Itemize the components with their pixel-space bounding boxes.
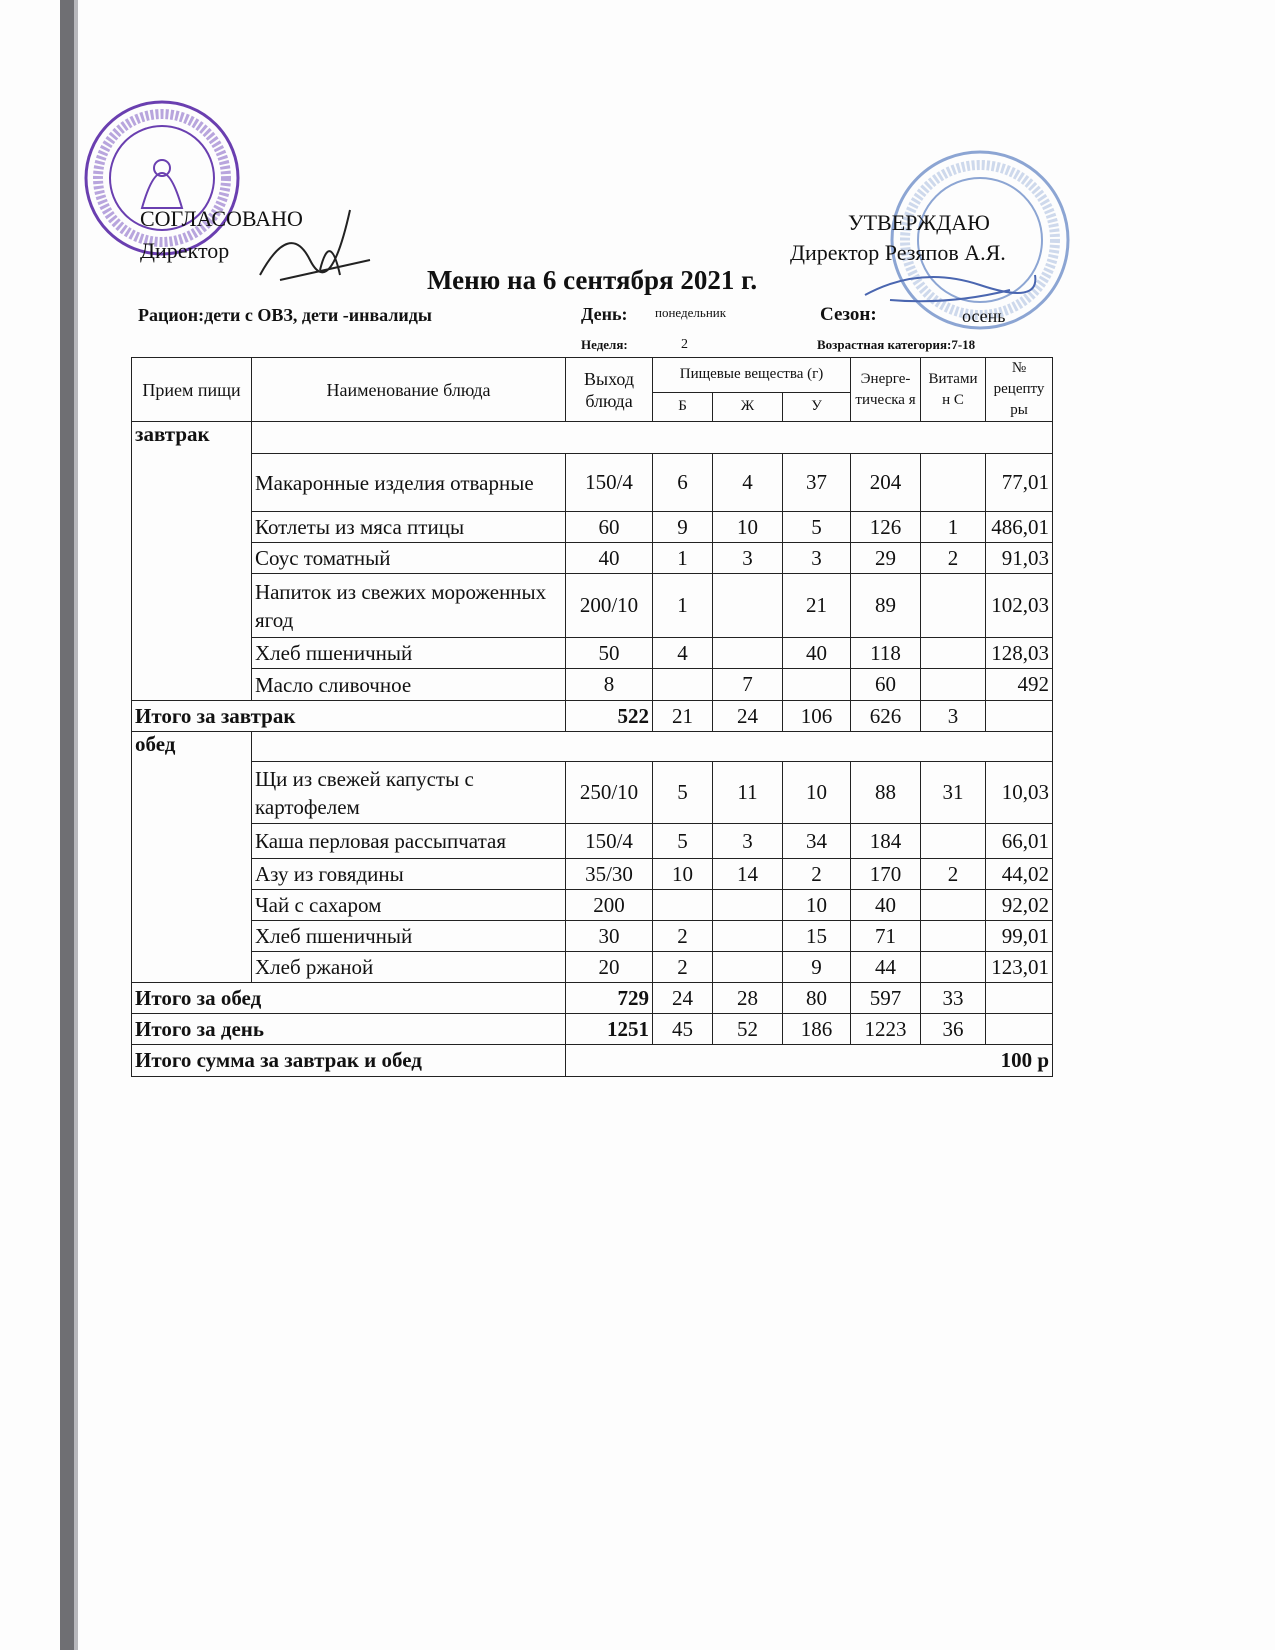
dish-recipe: 102,03 bbox=[986, 574, 1053, 638]
dish-carbs: 21 bbox=[783, 574, 851, 638]
total-carbs: 80 bbox=[783, 983, 851, 1014]
dish-carbs: 37 bbox=[783, 454, 851, 512]
dish-fat bbox=[713, 921, 783, 952]
meal-name: обед bbox=[132, 732, 252, 983]
col-dish: Наименование блюда bbox=[252, 358, 566, 422]
total-protein: 24 bbox=[653, 983, 713, 1014]
meal-header-row bbox=[132, 422, 1053, 454]
dish-energy: 40 bbox=[851, 890, 921, 921]
ration-label: Рацион:дети с ОВЗ, дети -инвалиды bbox=[138, 305, 432, 325]
total-protein: 21 bbox=[653, 701, 713, 732]
week-label: Неделя: bbox=[581, 337, 628, 352]
total-vitamin-c: 36 bbox=[921, 1014, 986, 1045]
dish-row bbox=[132, 890, 1053, 921]
dish-carbs: 3 bbox=[783, 543, 851, 574]
dish-recipe: 492 bbox=[986, 669, 1053, 701]
day-label: День: bbox=[581, 304, 628, 324]
week-value: 2 bbox=[681, 337, 688, 352]
dish-recipe: 123,01 bbox=[986, 952, 1053, 983]
meal-blank bbox=[252, 732, 1053, 762]
dish-fat: 11 bbox=[713, 762, 783, 824]
approval-right: УТВЕРЖДАЮ bbox=[848, 210, 990, 235]
dish-carbs: 15 bbox=[783, 921, 851, 952]
dish-carbs: 9 bbox=[783, 952, 851, 983]
dish-name: Напиток из свежих мороженных ягод bbox=[252, 574, 566, 638]
dish-vitamin-c: 31 bbox=[921, 762, 986, 824]
dish-recipe: 486,01 bbox=[986, 512, 1053, 543]
day-value: понедельник bbox=[655, 305, 727, 320]
total-yield: 522 bbox=[566, 701, 653, 732]
dish-carbs: 2 bbox=[783, 859, 851, 890]
dish-row bbox=[132, 921, 1053, 952]
approval-left: СОГЛАСОВАНО bbox=[140, 206, 303, 231]
dish-vitamin-c: 1 bbox=[921, 512, 986, 543]
total-carbs: 186 bbox=[783, 1014, 851, 1045]
dish-vitamin-c bbox=[921, 454, 986, 512]
dish-name: Котлеты из мяса птицы bbox=[252, 512, 566, 543]
dish-vitamin-c: 2 bbox=[921, 859, 986, 890]
total-row bbox=[132, 1014, 1053, 1045]
dish-fat bbox=[713, 574, 783, 638]
dish-energy: 44 bbox=[851, 952, 921, 983]
col-nutrients: Пищевые вещества (г) bbox=[653, 358, 851, 393]
dish-carbs: 5 bbox=[783, 512, 851, 543]
total-recipe bbox=[986, 1014, 1053, 1045]
total-recipe bbox=[986, 701, 1053, 732]
dish-carbs: 10 bbox=[783, 762, 851, 824]
total-energy: 1223 bbox=[851, 1014, 921, 1045]
dish-yield: 200/10 bbox=[566, 574, 653, 638]
dish-fat: 14 bbox=[713, 859, 783, 890]
meal-blank bbox=[252, 422, 1053, 454]
dish-row bbox=[132, 824, 1053, 859]
dish-protein: 2 bbox=[653, 952, 713, 983]
page-title: Меню на 6 сентября 2021 г. bbox=[427, 265, 758, 295]
dish-yield: 250/10 bbox=[566, 762, 653, 824]
dish-energy: 60 bbox=[851, 669, 921, 701]
dish-protein: 4 bbox=[653, 638, 713, 669]
dish-fat bbox=[713, 952, 783, 983]
dish-vitamin-c bbox=[921, 669, 986, 701]
total-label: Итого за завтрак bbox=[132, 701, 566, 732]
school-stamp-left bbox=[82, 98, 242, 258]
dish-yield: 150/4 bbox=[566, 454, 653, 512]
dish-row bbox=[132, 669, 1053, 701]
dish-yield: 60 bbox=[566, 512, 653, 543]
total-fat: 24 bbox=[713, 701, 783, 732]
total-energy: 597 bbox=[851, 983, 921, 1014]
total-yield: 729 bbox=[566, 983, 653, 1014]
dish-vitamin-c bbox=[921, 574, 986, 638]
dish-yield: 50 bbox=[566, 638, 653, 669]
age-category: Возрастная категория:7-18 bbox=[817, 337, 976, 352]
dish-vitamin-c bbox=[921, 638, 986, 669]
dish-protein: 1 bbox=[653, 543, 713, 574]
dish-yield: 40 bbox=[566, 543, 653, 574]
dish-name: Чай с сахаром bbox=[252, 890, 566, 921]
dish-yield: 35/30 bbox=[566, 859, 653, 890]
dish-fat: 10 bbox=[713, 512, 783, 543]
dish-protein: 10 bbox=[653, 859, 713, 890]
dish-name: Хлеб пшеничный bbox=[252, 638, 566, 669]
dish-carbs: 40 bbox=[783, 638, 851, 669]
season-label: Сезон: bbox=[820, 304, 877, 325]
dish-fat bbox=[713, 890, 783, 921]
dish-vitamin-c: 2 bbox=[921, 543, 986, 574]
dish-yield: 20 bbox=[566, 952, 653, 983]
dish-row bbox=[132, 543, 1053, 574]
total-row bbox=[132, 983, 1053, 1014]
total-yield: 1251 bbox=[566, 1014, 653, 1045]
dish-recipe: 99,01 bbox=[986, 921, 1053, 952]
total-recipe bbox=[986, 983, 1053, 1014]
dish-vitamin-c bbox=[921, 952, 986, 983]
dish-name: Соус томатный bbox=[252, 543, 566, 574]
dish-fat: 3 bbox=[713, 824, 783, 859]
dish-energy: 29 bbox=[851, 543, 921, 574]
total-vitamin-c: 3 bbox=[921, 701, 986, 732]
meal-name: завтрак bbox=[132, 422, 252, 701]
dish-fat: 3 bbox=[713, 543, 783, 574]
dish-recipe: 128,03 bbox=[986, 638, 1053, 669]
col-yield: Выход блюда bbox=[566, 358, 653, 422]
dish-row bbox=[132, 512, 1053, 543]
season-value: осень bbox=[962, 306, 1006, 326]
dish-protein: 5 bbox=[653, 824, 713, 859]
dish-name: Щи из свежей капусты с картофелем bbox=[252, 762, 566, 824]
dish-fat bbox=[713, 638, 783, 669]
dish-row bbox=[132, 859, 1053, 890]
dish-fat: 4 bbox=[713, 454, 783, 512]
dish-yield: 200 bbox=[566, 890, 653, 921]
col-vitamin-c: Витами н С bbox=[921, 358, 986, 422]
dish-vitamin-c bbox=[921, 921, 986, 952]
dish-fat: 7 bbox=[713, 669, 783, 701]
dish-energy: 71 bbox=[851, 921, 921, 952]
total-label: Итого за день bbox=[132, 1014, 566, 1045]
dish-recipe: 92,02 bbox=[986, 890, 1053, 921]
total-protein: 45 bbox=[653, 1014, 713, 1045]
approval-left-title: Директор bbox=[140, 238, 230, 263]
dish-yield: 150/4 bbox=[566, 824, 653, 859]
dish-yield: 8 bbox=[566, 669, 653, 701]
dish-recipe: 77,01 bbox=[986, 454, 1053, 512]
dish-row bbox=[132, 454, 1053, 512]
dish-protein: 6 bbox=[653, 454, 713, 512]
dish-name: Макаронные изделия отварные bbox=[252, 454, 566, 512]
dish-row bbox=[132, 762, 1053, 824]
menu-table bbox=[131, 357, 1053, 1077]
approval-right-title: Директор Резяпов А.Я. bbox=[790, 240, 1006, 265]
sum-label: Итого сумма за завтрак и обед bbox=[132, 1045, 566, 1077]
sum-row bbox=[132, 1045, 1053, 1077]
total-energy: 626 bbox=[851, 701, 921, 732]
dish-energy: 89 bbox=[851, 574, 921, 638]
dish-recipe: 10,03 bbox=[986, 762, 1053, 824]
col-meal: Прием пищи bbox=[132, 358, 252, 422]
dish-carbs bbox=[783, 669, 851, 701]
scan-edge bbox=[60, 0, 74, 1650]
dish-row bbox=[132, 952, 1053, 983]
dish-name: Азу из говядины bbox=[252, 859, 566, 890]
dish-yield: 30 bbox=[566, 921, 653, 952]
scan-edge bbox=[74, 0, 78, 1650]
dish-recipe: 66,01 bbox=[986, 824, 1053, 859]
total-vitamin-c: 33 bbox=[921, 983, 986, 1014]
dish-energy: 126 bbox=[851, 512, 921, 543]
dish-energy: 88 bbox=[851, 762, 921, 824]
dish-energy: 184 bbox=[851, 824, 921, 859]
dish-vitamin-c bbox=[921, 824, 986, 859]
dish-protein: 2 bbox=[653, 921, 713, 952]
dish-protein bbox=[653, 890, 713, 921]
total-row bbox=[132, 701, 1053, 732]
col-carbs: У bbox=[783, 392, 851, 421]
dish-name: Масло сливочное bbox=[252, 669, 566, 701]
dish-protein: 9 bbox=[653, 512, 713, 543]
dish-energy: 204 bbox=[851, 454, 921, 512]
dish-name: Хлеб ржаной bbox=[252, 952, 566, 983]
total-fat: 28 bbox=[713, 983, 783, 1014]
dish-carbs: 10 bbox=[783, 890, 851, 921]
dish-protein: 1 bbox=[653, 574, 713, 638]
dish-row bbox=[132, 638, 1053, 669]
dish-energy: 170 bbox=[851, 859, 921, 890]
dish-name: Каша перловая рассыпчатая bbox=[252, 824, 566, 859]
total-label: Итого за обед bbox=[132, 983, 566, 1014]
col-protein: Б bbox=[653, 392, 713, 421]
col-energy: Энерге-тическа я bbox=[851, 358, 921, 422]
dish-carbs: 34 bbox=[783, 824, 851, 859]
dish-row bbox=[132, 574, 1053, 638]
dish-protein: 5 bbox=[653, 762, 713, 824]
dish-vitamin-c bbox=[921, 890, 986, 921]
dish-name: Хлеб пшеничный bbox=[252, 921, 566, 952]
total-fat: 52 bbox=[713, 1014, 783, 1045]
col-recipe: № рецепту ры bbox=[986, 358, 1053, 422]
meal-header-row bbox=[132, 732, 1053, 762]
dish-energy: 118 bbox=[851, 638, 921, 669]
dish-protein bbox=[653, 669, 713, 701]
total-carbs: 106 bbox=[783, 701, 851, 732]
col-fat: Ж bbox=[713, 392, 783, 421]
dish-recipe: 44,02 bbox=[986, 859, 1053, 890]
sum-value: 100 р bbox=[566, 1045, 1053, 1077]
dish-recipe: 91,03 bbox=[986, 543, 1053, 574]
